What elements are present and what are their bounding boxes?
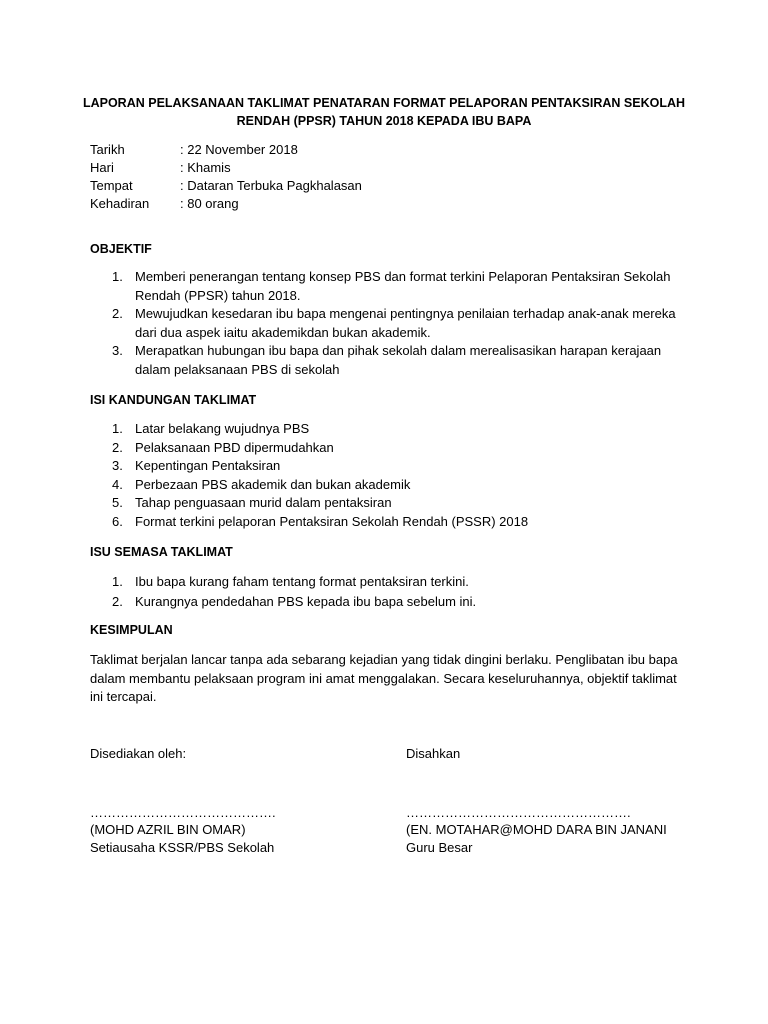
approved-by-position: Guru Besar (406, 840, 473, 855)
list-item (90, 592, 476, 612)
list-number: 3. (112, 458, 123, 473)
prepared-by-position: Setiausaha KSSR/PBS Sekolah (90, 840, 275, 855)
list-item (90, 572, 476, 592)
list-item (90, 476, 528, 495)
list-number: 1. (112, 574, 123, 589)
list-item-text: Ibu bapa kurang faham tentang format pentaksiran terkini. (135, 574, 469, 589)
info-value: : Khamis (180, 160, 231, 175)
info-value: : 22 November 2018 (180, 142, 298, 157)
list-item (90, 420, 528, 439)
info-label: Hari (90, 160, 114, 175)
prepared-by-caption: Disediakan oleh: (90, 746, 187, 761)
approved-by-signature-line: ……………………………………………. (406, 805, 631, 820)
paragraph-line: dalam membantu pelaksaan program ini amat menggalakan. Secara keseluruhannya, objektif taklimat (90, 670, 677, 686)
list-item-text: Pelaksanaan PBD dipermudahkan (135, 439, 334, 455)
paragraph-line: Taklimat berjalan lancar tanpa ada sebarang kejadian yang tidak dingini berlaku. Penglibatan ibu bapa (90, 652, 678, 667)
paragraph-line: ini tercapai. (90, 689, 157, 704)
isi-kandungan-list (90, 420, 528, 531)
list-item-line: Memberi penerangan tentang konsep PBS dan format terkini Pelaporan Pentaksiran Sekolah (135, 269, 671, 284)
list-item (90, 494, 528, 513)
info-row-tarikh (90, 141, 362, 159)
list-item-line: dalam pelaksanaan PBS di sekolah (135, 361, 340, 377)
isu-semasa-list (90, 572, 476, 612)
info-value: : 80 orang (180, 196, 239, 211)
list-item-text: Format terkini pelaporan Pentaksiran Sekolah Rendah (PSSR) 2018 (135, 513, 529, 529)
report-title-line-1: LAPORAN PELAKSANAAN TAKLIMAT PENATARAN FORMAT PELAPORAN PENTAKSIRAN SEKOLAH (82, 96, 686, 110)
approved-by-name: (EN. MOTAHAR@MOHD DARA BIN JANANI (406, 822, 667, 837)
info-row-kehadiran (90, 195, 362, 213)
info-value: : Dataran Terbuka Pagkhalasan (180, 178, 362, 193)
list-item-text: Tahap penguasaan murid dalam pentaksiran (135, 495, 392, 510)
list-item (90, 439, 528, 458)
info-label: Tempat (90, 178, 133, 193)
info-label: Tarikh (90, 142, 125, 157)
report-title-line-2: RENDAH (PPSR) TAHUN 2018 KEPADA IBU BAPA (236, 114, 532, 128)
info-row-tempat (90, 177, 362, 195)
list-item (90, 457, 528, 476)
list-item (90, 268, 676, 305)
list-item-line: Rendah (PPSR) tahun 2018. (135, 287, 301, 303)
info-label: Kehadiran (90, 196, 150, 211)
list-item-text: Kepentingan Pentaksiran (135, 458, 281, 473)
approved-by-caption: Disahkan (406, 746, 461, 761)
list-item (90, 513, 528, 532)
list-item-line: dari dua aspek iaitu akademikdan bukan akademik. (135, 324, 431, 340)
list-number: 1. (112, 269, 123, 284)
report-title (60, 94, 708, 130)
list-item-line: Merapatkan hubungan ibu bapa dan pihak sekolah dalam merealisasikan harapan kerajaan (135, 343, 662, 358)
info-row-hari (90, 159, 362, 177)
objektif-list (90, 268, 676, 379)
objektif-heading: OBJEKTIF (90, 242, 152, 256)
list-number: 5. (112, 495, 123, 510)
list-number: 3. (112, 343, 123, 358)
kesimpulan-paragraph (90, 651, 678, 707)
list-item (90, 342, 676, 379)
list-item (90, 305, 676, 342)
list-item-text: Kurangnya pendedahan PBS kepada ibu bapa sebelum ini. (135, 594, 477, 609)
list-item-text: Latar belakang wujudnya PBS (135, 421, 310, 436)
list-number: 1. (112, 421, 123, 436)
prepared-by-name: (MOHD AZRIL BIN OMAR) (90, 822, 246, 837)
list-number: 2. (112, 306, 123, 321)
event-info (90, 141, 362, 213)
list-number: 6. (112, 513, 123, 529)
kesimpulan-heading: KESIMPULAN (90, 623, 173, 637)
isu-semasa-heading: ISU SEMASA TAKLIMAT (90, 545, 233, 559)
isi-kandungan-heading: ISI KANDUNGAN TAKLIMAT (90, 393, 257, 407)
list-item-line: Mewujudkan kesedaran ibu bapa mengenai pentingnya penilaian terhadap anak-anak mereka (135, 306, 676, 321)
list-number: 4. (112, 476, 123, 492)
prepared-by-signature-line: ……………………………………. (90, 805, 276, 820)
list-number: 2. (112, 594, 123, 609)
list-number: 2. (112, 439, 123, 455)
list-item-text: Perbezaan PBS akademik dan bukan akademik (135, 476, 411, 492)
